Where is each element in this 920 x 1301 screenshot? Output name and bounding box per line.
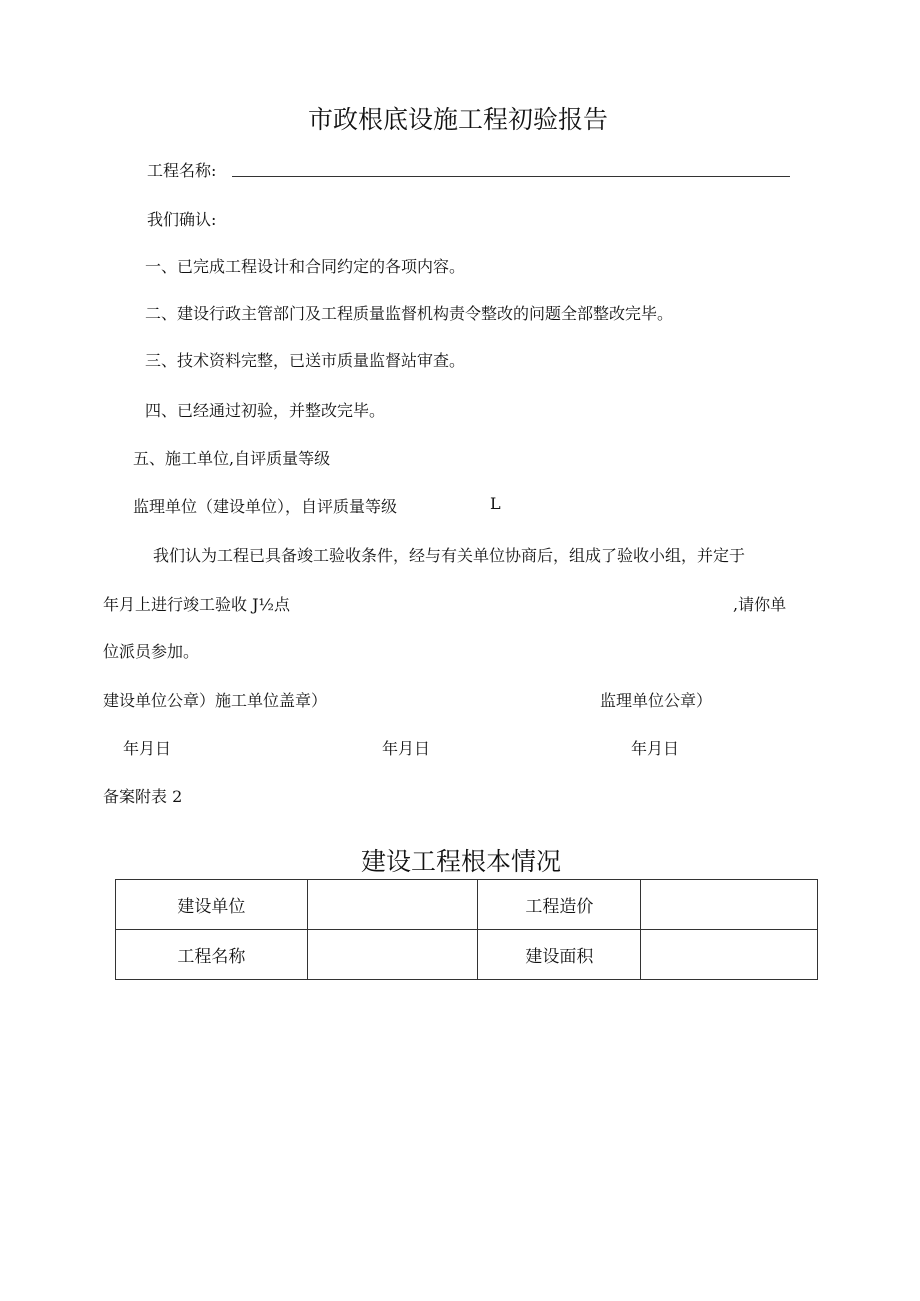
table-label-cell: 建设面积 <box>478 930 641 980</box>
confirm-label: 我们确认: <box>147 210 217 229</box>
table-value-cell[interactable] <box>641 930 818 980</box>
table-label-cell: 工程造价 <box>478 880 641 930</box>
paragraph-line-2b: ,请你单 <box>733 595 787 614</box>
info-table <box>115 879 818 980</box>
supervisor-grade: 监理单位（建设单位），自评质量等级 <box>133 497 398 516</box>
seal-right: 监理单位公章） <box>600 691 713 710</box>
table-value-cell[interactable] <box>307 880 478 930</box>
date-2: 年月日 <box>382 739 431 758</box>
table-value-cell[interactable] <box>307 930 478 980</box>
seal-left: 建设单位公章）施工单位盖章） <box>103 691 328 710</box>
confirm-item-1: 一、已完成工程设计和合同约定的各项内容。 <box>145 257 466 276</box>
project-name-label: 工程名称: <box>147 161 217 180</box>
table-label-cell: 工程名称 <box>116 930 308 980</box>
paragraph-line-3: 位派员参加。 <box>103 642 200 661</box>
confirm-item-2: 二、建设行政主管部门及工程质量监督机构责令整改的问题全部整改完毕。 <box>145 304 674 323</box>
confirm-item-5: 五、施工单位,自评质量等级 <box>133 449 331 468</box>
report-title: 市政根底设施工程初验报告 <box>308 105 609 134</box>
table-label-cell: 建设单位 <box>116 880 308 930</box>
appendix-title: 建设工程根本情况 <box>361 847 562 876</box>
table-row <box>116 930 818 980</box>
table-row <box>116 880 818 930</box>
project-name-field <box>232 176 790 177</box>
confirm-item-3: 三、技术资料完整，已送市质量监督站审查。 <box>145 351 466 370</box>
date-3: 年月日 <box>631 739 680 758</box>
paragraph-line-2a: 年月上进行竣工验收 J½点 <box>103 595 291 614</box>
supervisor-grade-mark: L <box>490 494 501 513</box>
paragraph-line-1: 我们认为工程已具备竣工验收条件，经与有关单位协商后，组成了验收小组，并定于 <box>153 546 746 565</box>
confirm-item-4: 四、已经通过初验，并整改完毕。 <box>145 401 386 420</box>
appendix-label: 备案附表 2 <box>103 787 183 806</box>
table-value-cell[interactable] <box>641 880 818 930</box>
date-1: 年月日 <box>123 739 172 758</box>
